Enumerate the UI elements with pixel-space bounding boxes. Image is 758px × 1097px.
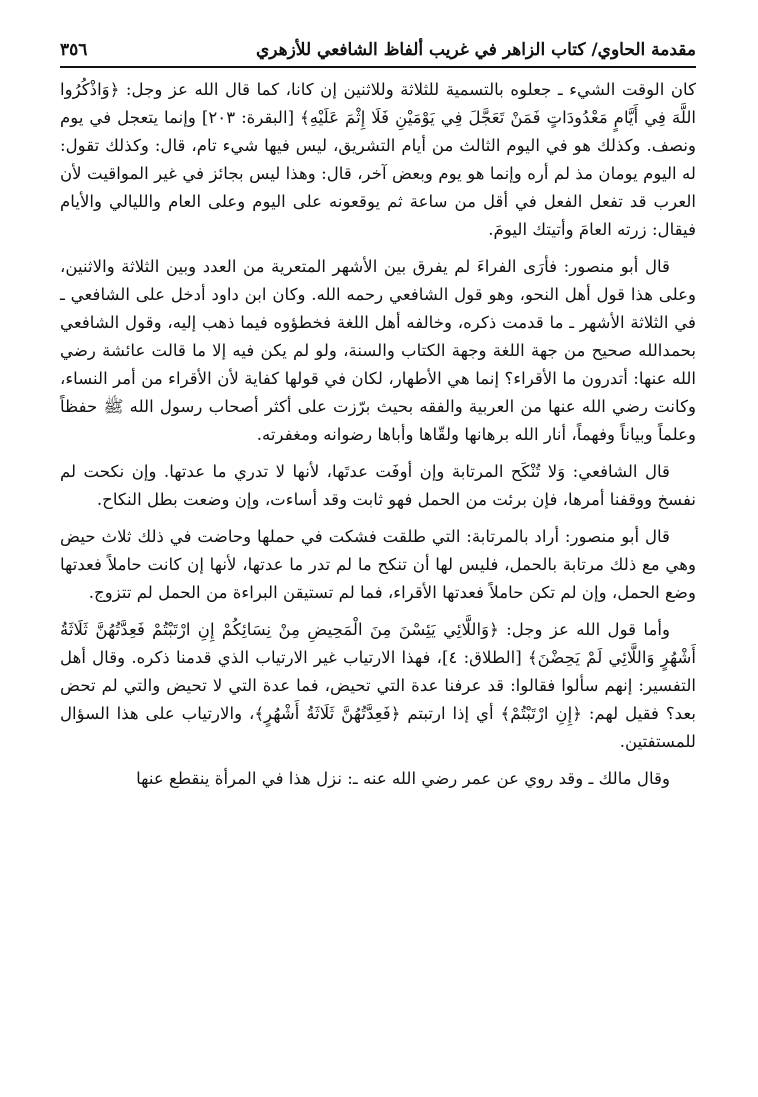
running-header: [60, 40, 696, 68]
page-number: ٣٥٦: [60, 40, 88, 60]
header-title: مقدمة الحاوي/ كتاب الزاهر في غريب ألفاظ الشافعي للأزهري: [255, 40, 696, 60]
paragraph-2: قال أبو منصور: فأرَى الفراءَ لم يفرق بين الأشهر المتعرية من العدد وبين الثلاثة والاثنين، وعلى هذا قول أهل النحو، وهو قول الشافعي رحمه الله. وكان ابن داود أدخل على الشافعي ـ في الثلاثة الأشهر ـ ما قدمت ذكره، وخالفه أهل اللغة فخطؤوه فيما ذهب إليه، وقول الشافعي بحمدالله صحيح من جهة اللغة وجهة الكتاب والسنة، ولو لم يكن فيه إلا ما قالت عائشة رضي الله عنها: أتدرون ما الأقراء؟ إنما هي الأطهار، لكان في قولها كفاية لأن الأقراء من أمر النساء، وكانت رضي الله عنها من العربية والفقه بحيث برّزت على أكثر أصحاب رسول الله ﷺ حفظاً وعلماً وبياناً وفهماً، أنار الله برهانها ولقّاها وأباها رضوانه ومغفرته.: [60, 257, 696, 444]
paragraph-3: قال الشافعي: وَلا تُنْكَح المرتابة وإن أوفَت عدتَها، لأنها لا تدري ما عدتها. وإن نكحت لم نفسخ ووقفنا أمرها، فإن برئت من الحمل فهو ثابت وقد أساءت، وإن وضعت بطل النكاح.: [60, 462, 696, 509]
paragraph-4: قال أبو منصور: أراد بالمرتابة: التي طلقت فشكت في حملها وحاضت في ذلك ثلاث حيض وهي مع ذلك مرتابة بالحمل، فليس لها أن تنكح ما لم تدر ما عدتها، لأنها إن كانت حاملاً فعدتها وضع الحمل، وإن لم تكن حاملاً فعدتها الأقراء، فما لم تستيقن البراءة من الحمل لم تتزوج.: [60, 527, 696, 602]
paragraph-1: كان الوقت الشيء ـ جعلوه بالتسمية للثلاثة وللاثنين إن كانا، كما قال الله عز وجل: ﴿وَاذْكُرُوا اللَّهَ فِي أَيَّامٍ مَعْدُودَاتٍ فَمَنْ تَعَجَّلَ فِي يَوْمَيْنِ فَلَا إِثْمَ عَلَيْهِ﴾ [البقرة: ٢٠٣] وإنما يتعجل في يوم ونصف. وكذلك هو في اليوم الثالث من أيام التشريق، ليس فيها شيء تام، قال: وكذلك تقول: له اليوم يومان مذ لم أره وإنما هو يوم وبعض آخر، قال: وهذا ليس بجائز في غير المواقيت لأن العرب قد تفعل الفعل في أقل من ساعة ثم يوقعونه على اليوم وعلى العام والليالي والأيام فيقال: زرته العامَ وأتيتك اليومَ.: [60, 80, 696, 239]
paragraph-5: وأما قول الله عز وجل: ﴿وَاللَّائِي يَئِسْنَ مِنَ الْمَحِيضِ مِنْ نِسَائِكُمْ إِنِ ارْتَبْتُمْ فَعِدَّتُهُنَّ ثَلَاثَةُ أَشْهُرٍ وَاللَّائِي لَمْ يَحِضْنَ﴾ [الطلاق: ٤]، فهذا الارتياب غير الارتياب الذي قدمنا ذكره. وقال أهل التفسير: إنهم سألوا فقالوا: قد عرفنا عدة التي تحيض، فما عدة التي لا تحيض والتي لم تحض بعد؟ فقيل لهم: ﴿إِنِ ارْتَبْتُمْ﴾ أي إذا ارتبتم ﴿فَعِدَّتُهُنَّ ثَلَاثَةُ أَشْهُرٍ﴾، والارتياب على هذا السؤال للمستفتين.: [60, 620, 697, 751]
paragraph-6: وقال مالك ـ وقد روي عن عمر رضي الله عنه ـ: نزل هذا في المرأة ينقطع عنها: [136, 769, 670, 788]
